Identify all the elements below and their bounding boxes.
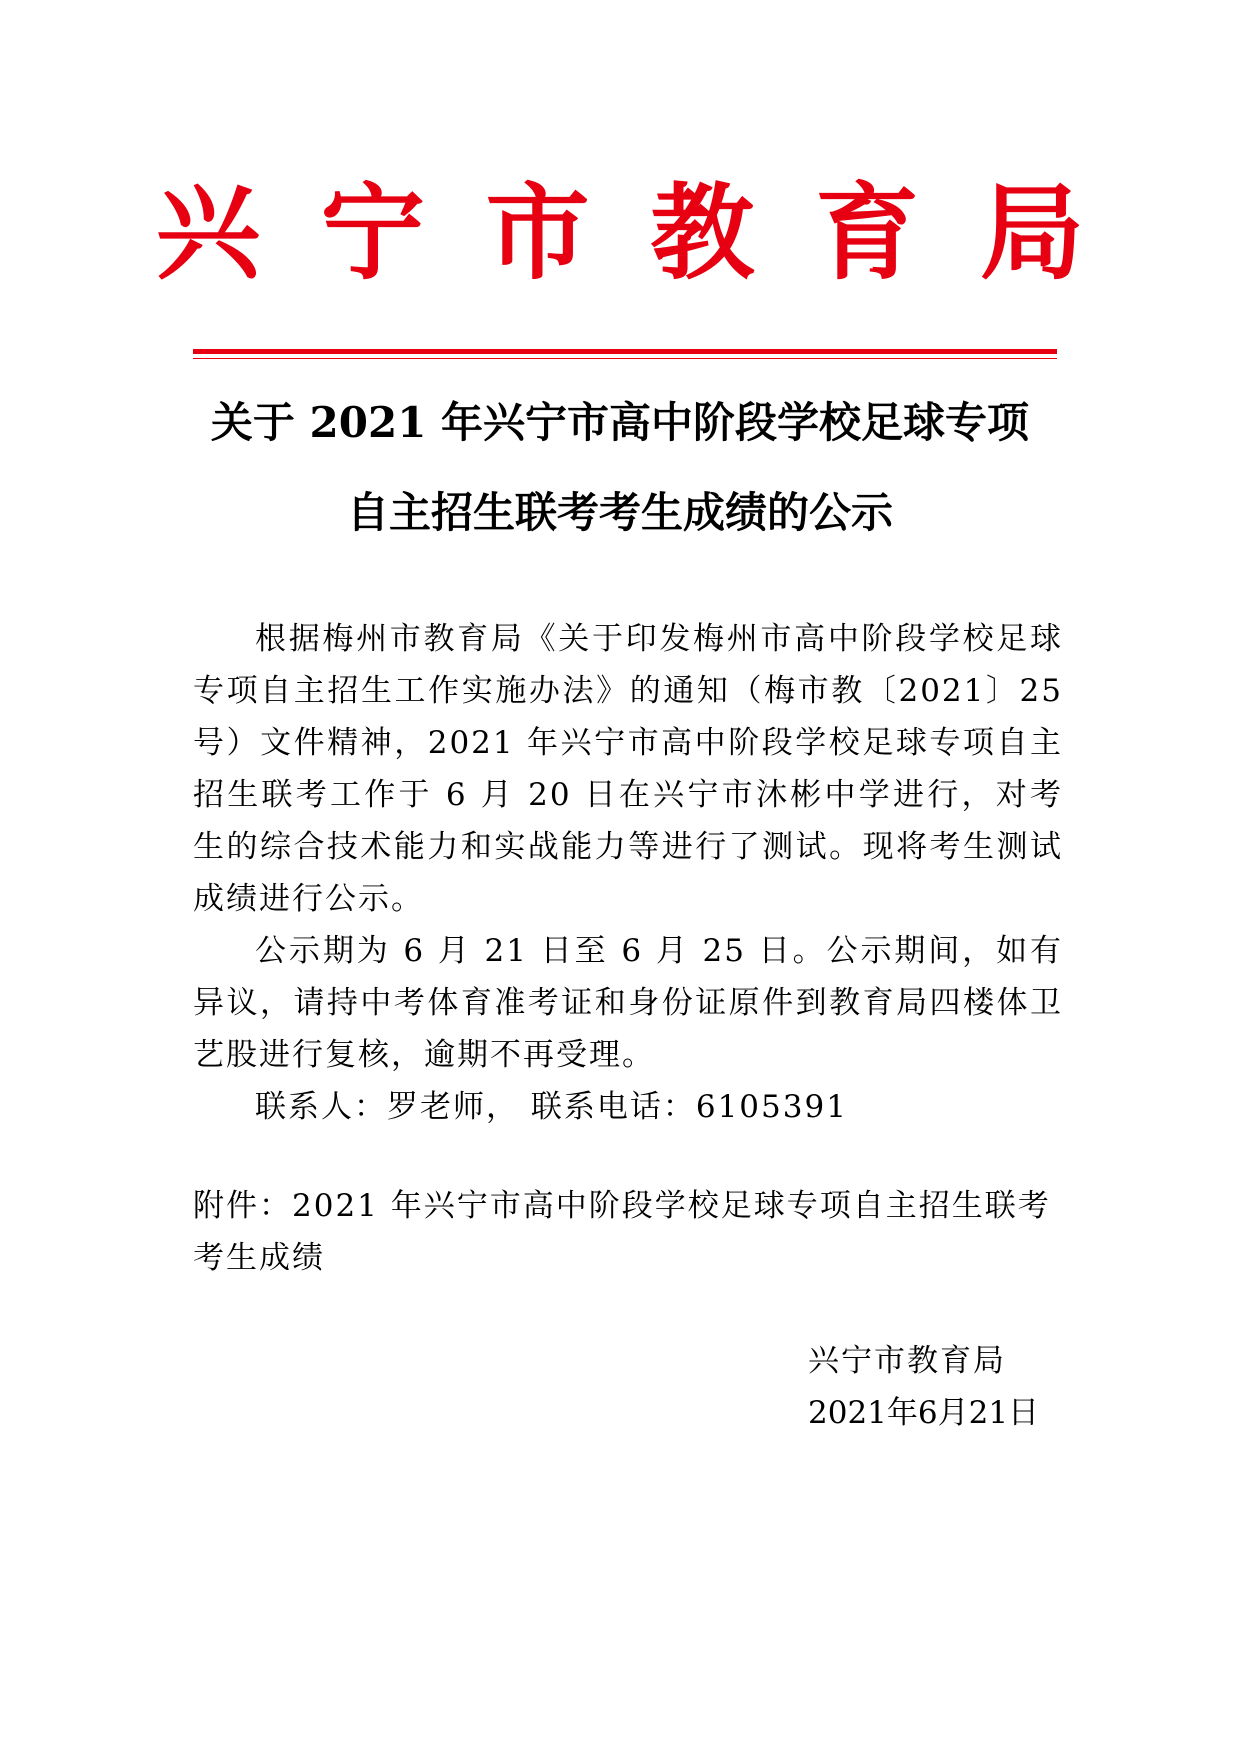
body-section-1 xyxy=(193,613,1063,925)
masthead-title xyxy=(150,171,1090,294)
body-paragraph-1: 根据梅州市教育局《关于印发梅州市高中阶段学校足球专项自主招生工作实施办法》的通知（梅市教〔2021〕25 号）文件精神，2021 年兴宁市高中阶段学校足球专项自主招生联考工作于 6 月 20 日在兴宁市沐彬中学进行，对考生的综合技术能力和实战能力等进行了测试。现将考生测试成绩进行公示。 xyxy=(193,621,1063,917)
body-paragraph-2: 公示期为 6 月 21 日至 6 月 25 日。公示期间，如有异议，请持中考体育准考证和身份证原件到教育局四楼体卫艺股进行复核，逾期不再受理。 xyxy=(193,933,1063,1073)
document-title-line-2: 自主招生联考考生成绩的公示 xyxy=(346,488,893,537)
red-divider-thin xyxy=(193,358,1057,359)
body-section-2 xyxy=(193,925,1063,1081)
masthead-char: 教 xyxy=(650,171,755,294)
contact-line: 联系人：罗老师， 联系电话：6105391 xyxy=(255,1089,848,1125)
red-divider-thick xyxy=(193,349,1057,354)
signature-date: 2021年6月21日 xyxy=(808,1395,1040,1431)
masthead-char: 市 xyxy=(485,171,590,294)
masthead-char: 局 xyxy=(979,171,1084,294)
document-title-line-1: 关于 2021 年兴宁市高中阶段学校足球专项 xyxy=(210,398,1030,447)
masthead-char: 宁 xyxy=(320,171,425,294)
attachment-section xyxy=(193,1180,1063,1284)
attachment-line: 附件：2021 年兴宁市高中阶段学校足球专项自主招生联考考生成绩 xyxy=(193,1188,1051,1276)
signature-org: 兴宁市教育局 xyxy=(808,1343,1006,1379)
masthead-char: 育 xyxy=(815,171,920,294)
masthead-char: 兴 xyxy=(155,171,260,294)
body-section-3 xyxy=(193,1081,1063,1133)
